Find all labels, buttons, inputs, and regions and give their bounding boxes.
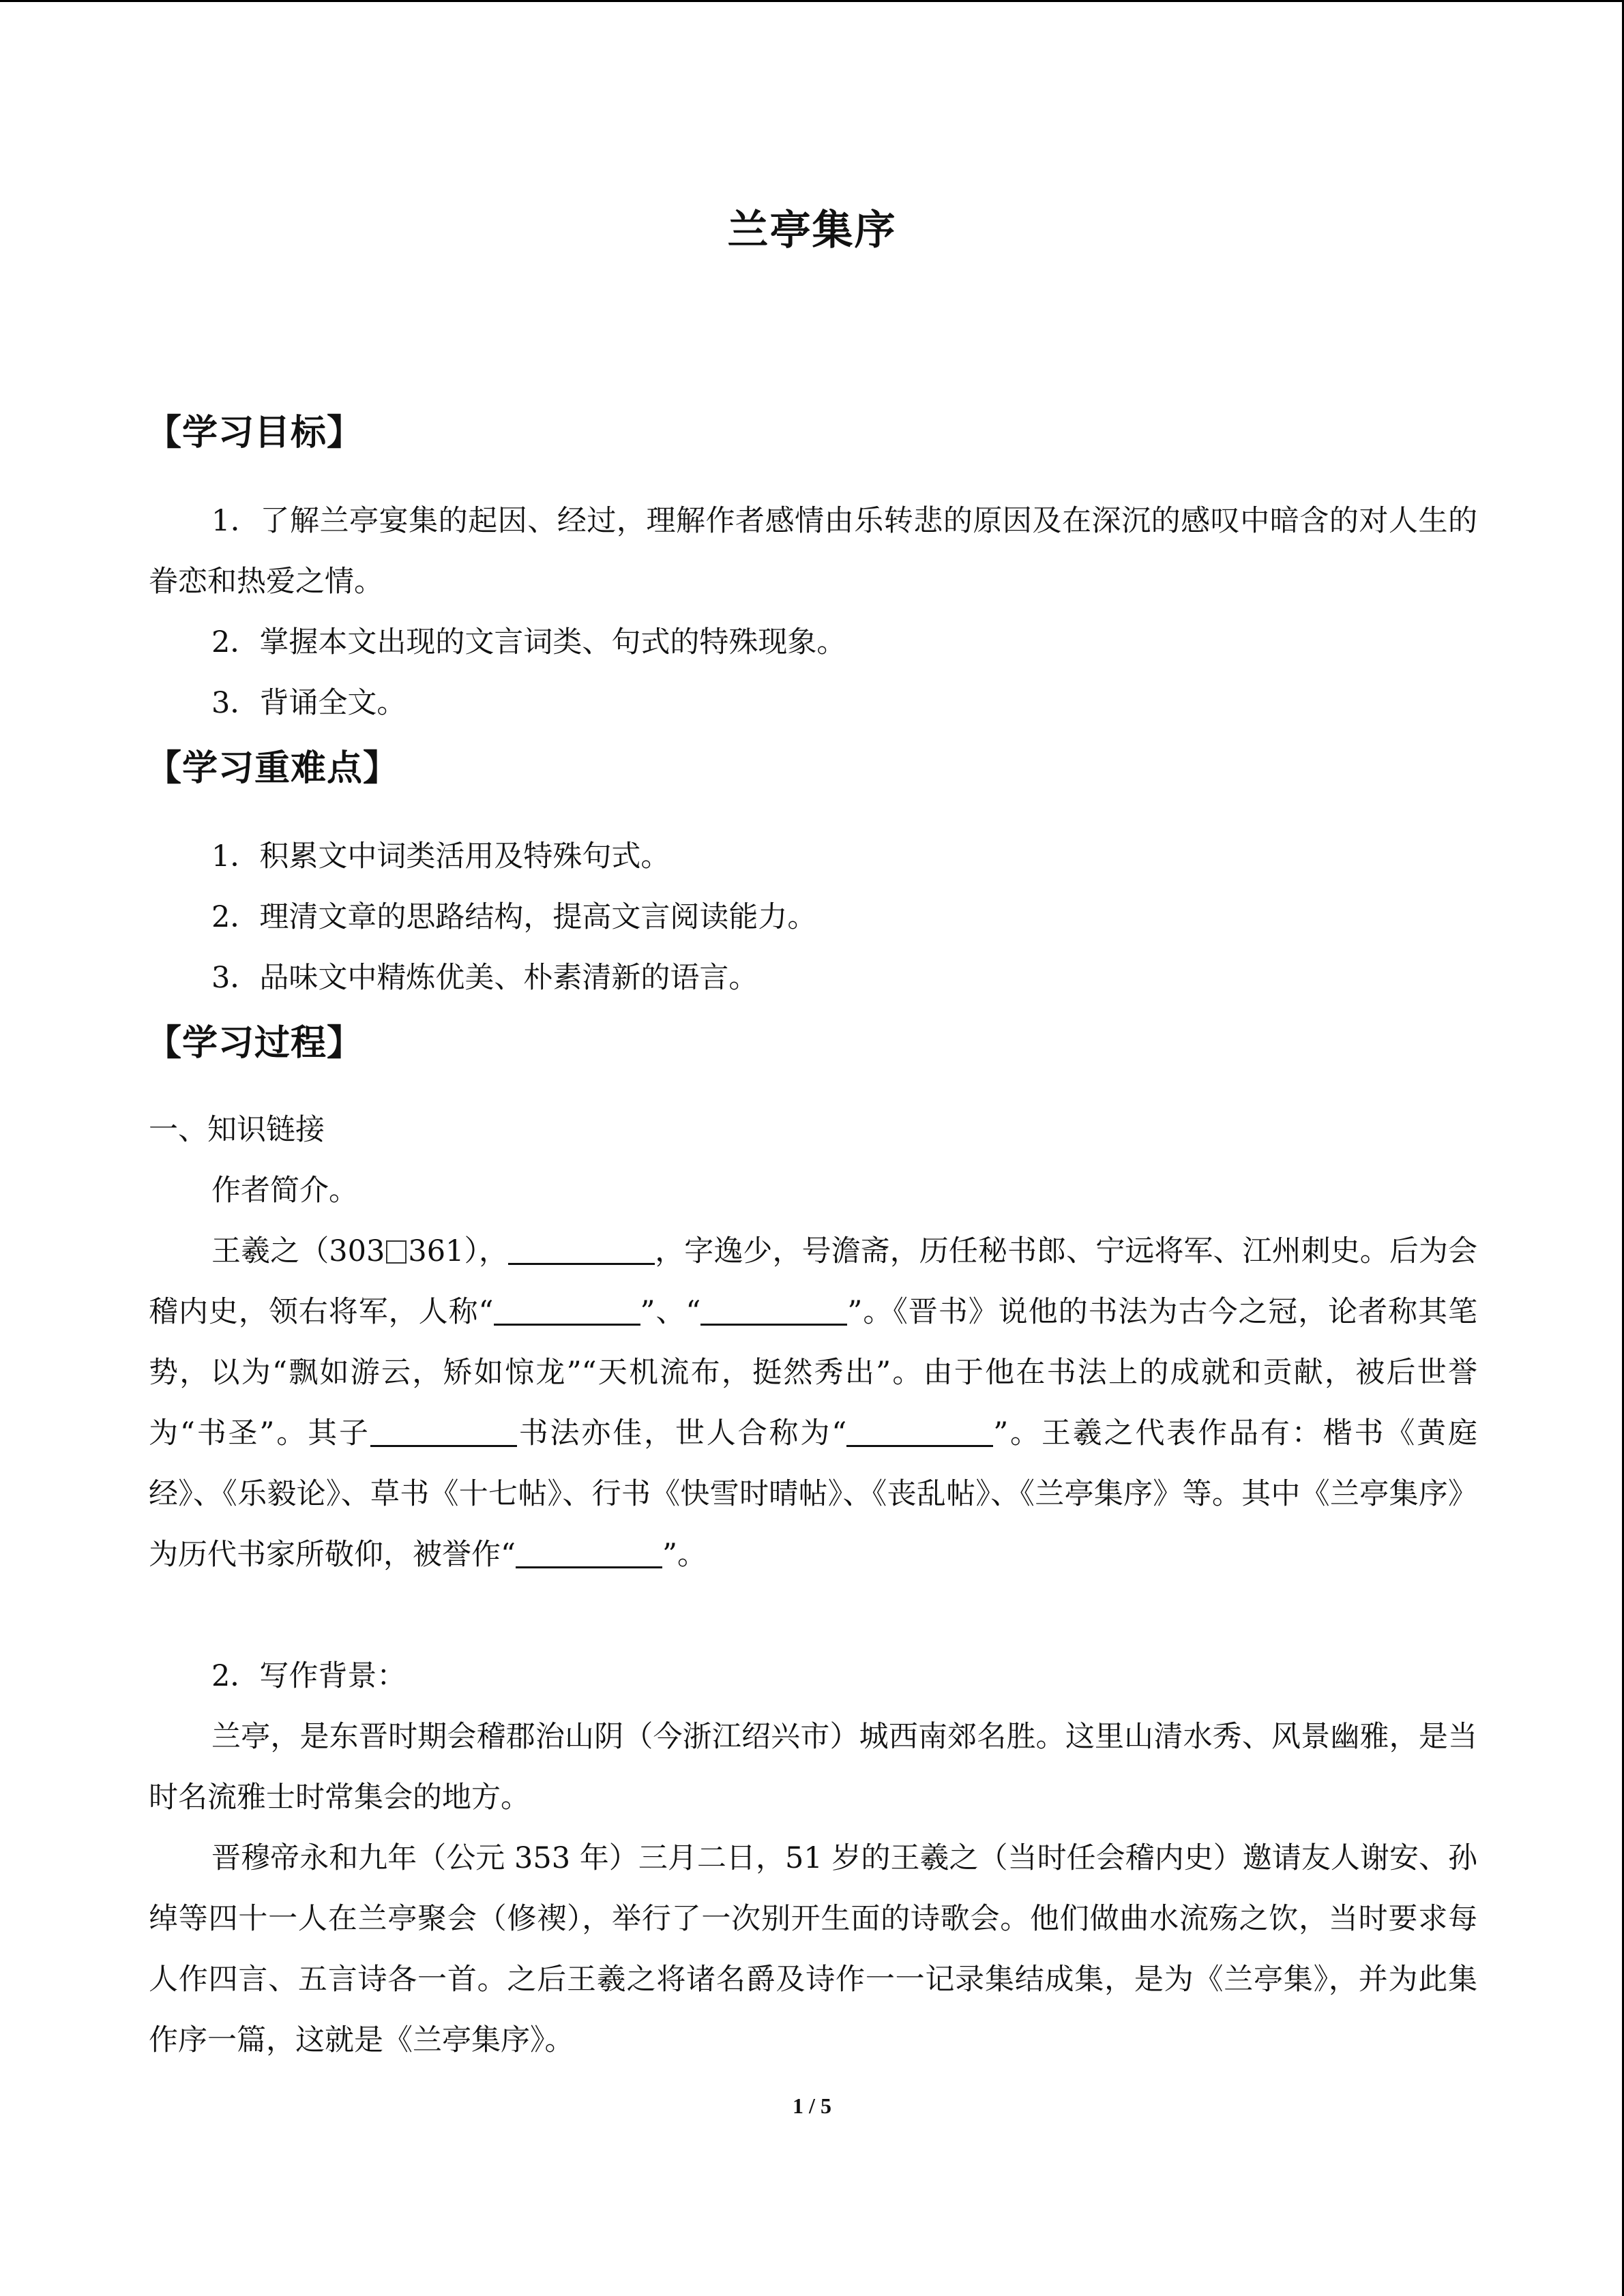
document-title: 兰亭集序: [727, 207, 897, 254]
author-text-3: ，字逸少，号澹斋，历任秘书郎、宁远将军、江州刺史。后为会稽内史，领右将军，人称“: [149, 1234, 1477, 1329]
background-paragraph-2: 晋穆帝永和九年（公元 353 年）三月二日，51 岁的王羲之（当时任会稽内史）邀请友人谢安、孙绰等四十一人在兰亭聚会（修禊），举行了一次别开生面的诗歌会。他们做曲水流殇之饮，当时要求每人作四言、五言诗各一首。之后王羲之将诸名爵及诗作一一记录集结成集，是为《兰亭集》，并为此集作序一篇，这就是《兰亭集序》。: [149, 1841, 1477, 2057]
heading-key-points: 【学习重难点】: [146, 747, 400, 789]
author-intro-paragraph: [149, 1221, 1477, 1585]
missing-char-box: [386, 1240, 407, 1264]
goal-item-1: 1．了解兰亭宴集的起因、经过，理解作者感情由乐转悲的原因及在深沉的感叹中暗含的对人生的眷恋和热爱之情。: [149, 504, 1477, 599]
author-text-5: ”。《晋书》说他的书法为古今之冠，论者称其笔势，以为“飘如游云，矫如惊龙”“天机流布，挺然秀出”。由于他在书法上的成就和贡献，被后世誉为“书圣”。其子: [149, 1295, 1478, 1450]
keypoint-item-1: 1．积累文中词类活用及特殊句式。: [211, 839, 670, 874]
heading-learning-goals: 【学习目标】: [146, 412, 364, 453]
fill-blank-4[interactable]: [370, 1418, 517, 1447]
author-text-4: ”、“: [640, 1295, 701, 1329]
fill-blank-5[interactable]: [846, 1418, 993, 1447]
keypoint-item-3: 3．品味文中精炼优美、朴素清新的语言。: [211, 961, 758, 995]
goal-item-2: 2．掌握本文出现的文言词类、句式的特殊现象。: [211, 625, 846, 659]
author-text-7: ”。王羲之代表作品有：楷书《黄庭经》、《乐毅论》、草书《十七帖》、行书《快雪时晴帖》、《丧乱帖》、《兰亭集序》等。其中《兰亭集序》为历代书家所敬仰，被誉作“: [149, 1416, 1478, 1572]
author-text-2: 361），: [408, 1234, 509, 1268]
fill-blank-6[interactable]: [516, 1539, 662, 1568]
fill-blank-3[interactable]: [700, 1296, 847, 1326]
heading-learning-process: 【学习过程】: [146, 1022, 364, 1064]
background-label: 2．写作背景：: [211, 1659, 407, 1693]
page-number: 1 / 5: [793, 2093, 831, 2118]
fill-blank-2[interactable]: [494, 1296, 640, 1326]
knowledge-link-heading: 一、知识链接: [149, 1113, 325, 1147]
fill-blank-1[interactable]: [508, 1236, 655, 1265]
author-text-8: ”。: [662, 1538, 707, 1572]
author-intro-label: 作者简介。: [211, 1174, 358, 1208]
background-paragraph-1: 兰亭，是东晋时期会稽郡治山阴（今浙江绍兴市）城西南郊名胜。这里山清水秀、风景幽雅，是当时名流雅士时常集会的地方。: [149, 1720, 1477, 1815]
author-text-1: 王羲之（303: [211, 1234, 385, 1268]
author-text-6: 书法亦佳，世人合称为“: [516, 1416, 847, 1450]
keypoint-item-2: 2．理清文章的思路结构，提高文言阅读能力。: [211, 900, 817, 934]
goal-item-3: 3．背诵全文。: [211, 686, 407, 720]
